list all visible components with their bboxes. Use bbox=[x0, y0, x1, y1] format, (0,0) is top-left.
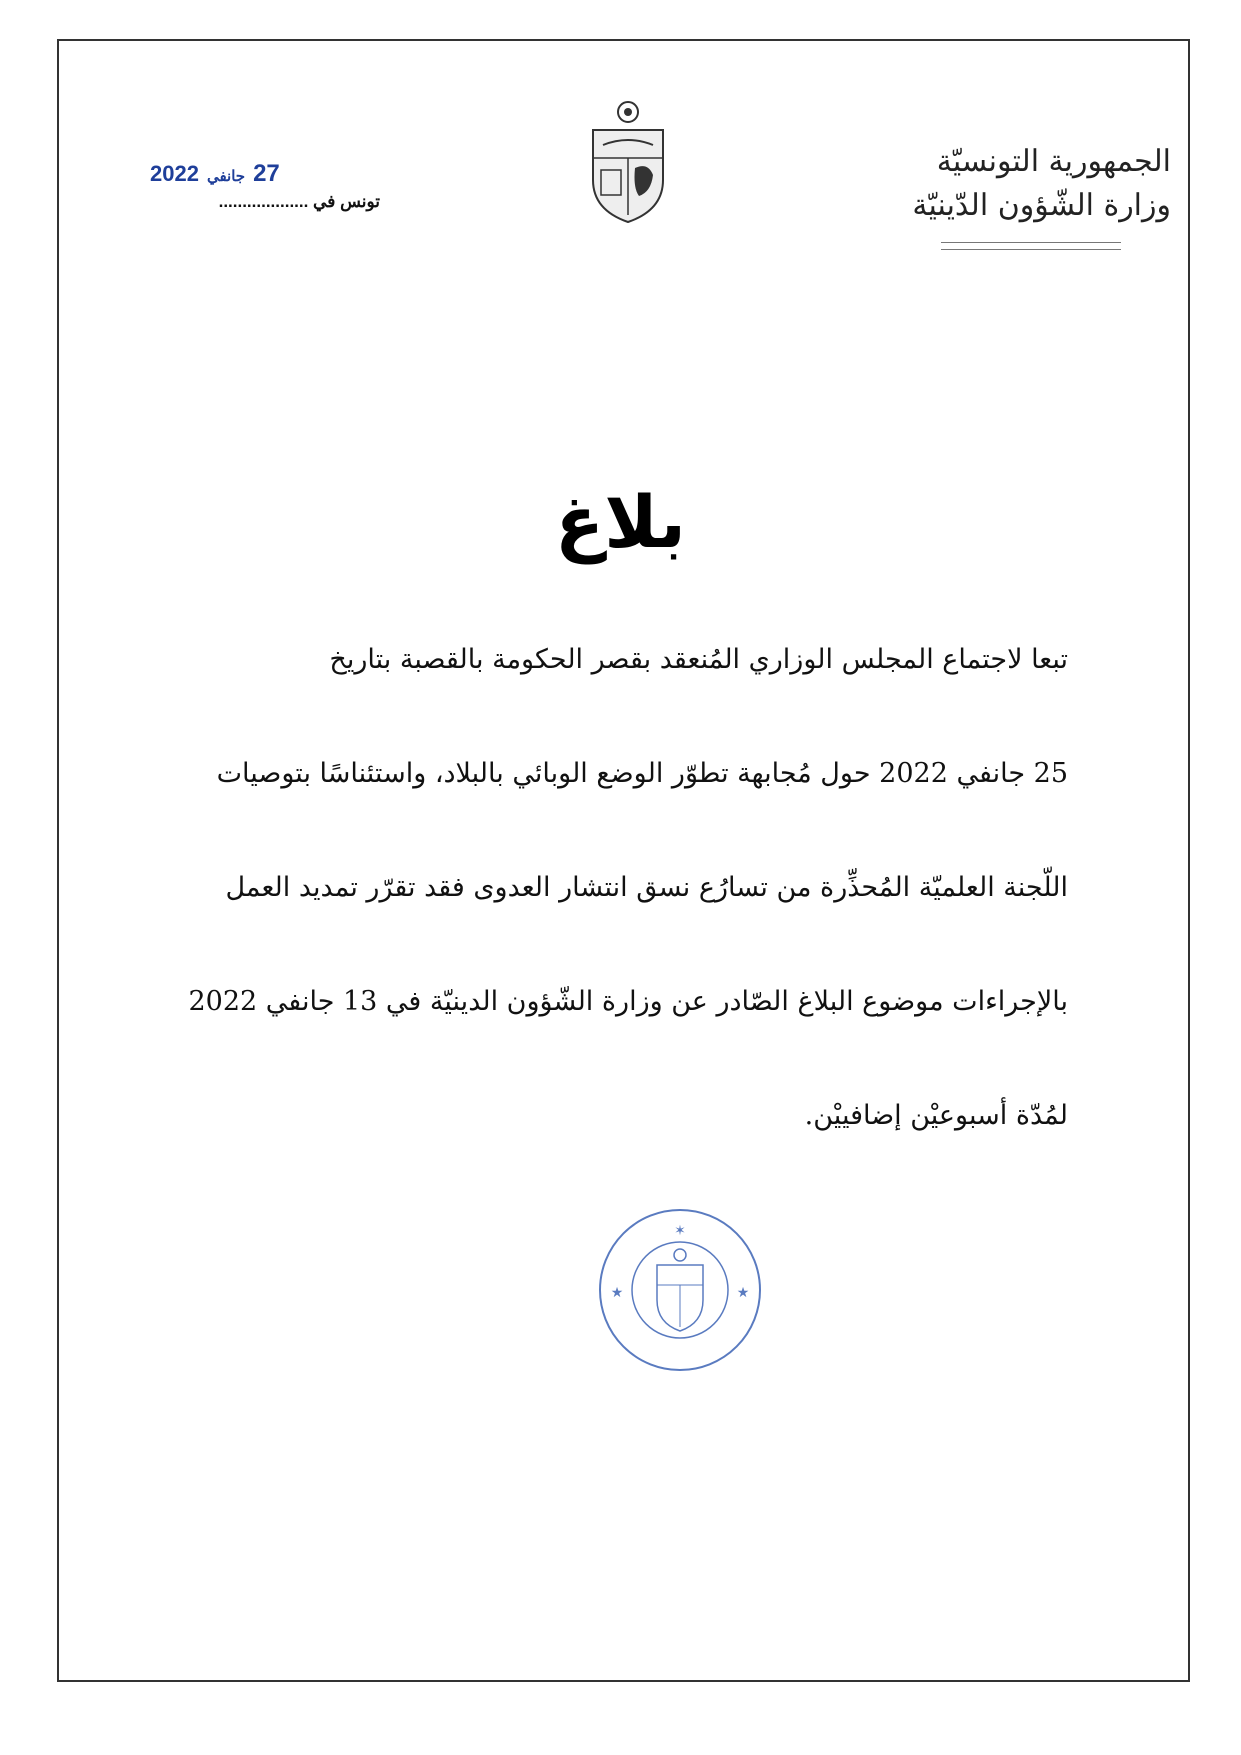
ministry-name: وزارة الشّؤون الدّينيّة bbox=[912, 188, 1171, 223]
date-stamp bbox=[150, 160, 380, 188]
body-line: اللّجنة العلميّة المُحذِّرة من تسارُع نسق انتشار العدوى فقد تقرّر تمديد العمل bbox=[225, 872, 1068, 903]
coat-of-arms-icon bbox=[583, 100, 673, 225]
date-label: تونس في ................... bbox=[218, 192, 380, 211]
republic-name: الجمهورية التونسيّة bbox=[936, 144, 1171, 179]
svg-text:★: ★ bbox=[610, 1285, 624, 1301]
date-year: 2022 bbox=[150, 161, 199, 186]
body-line: لمُدّة أسبوعيْن إضافييْن. bbox=[804, 1100, 1068, 1131]
date-day: 27 bbox=[253, 160, 280, 187]
date-block bbox=[150, 160, 380, 212]
document-title: بلاغ bbox=[555, 480, 686, 564]
date-month: جانفي bbox=[206, 168, 246, 185]
letterhead-divider bbox=[941, 242, 1121, 250]
svg-text:✶: ✶ bbox=[674, 1223, 686, 1239]
body-line: 25 جانفي 2022 حول مُجابهة تطوّر الوضع الوبائي بالبلاد، واستئناسًا بتوصيات bbox=[216, 758, 1068, 789]
svg-text:★: ★ bbox=[736, 1285, 750, 1301]
body-line: بالإجراءات موضوع البلاغ الصّادر عن وزارة الشّؤون الدينيّة في 13 جانفي 2022 bbox=[188, 986, 1068, 1017]
official-seal-icon bbox=[595, 1205, 765, 1375]
body-line: تبعا لاجتماع المجلس الوزاري المُنعقد بقصر الحكومة بالقصبة بتاريخ bbox=[329, 644, 1068, 675]
letterhead bbox=[851, 140, 1171, 250]
document-body bbox=[168, 640, 1068, 1210]
